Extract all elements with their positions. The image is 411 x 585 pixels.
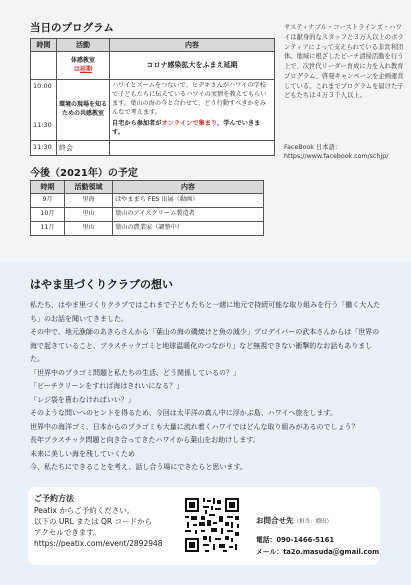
paragraph: 「レジ袋を貰わなければいい？」 bbox=[30, 395, 135, 404]
facebook-info bbox=[284, 143, 409, 162]
note-text: 自宅から参加者が bbox=[112, 119, 162, 127]
time-start: 10:00 bbox=[33, 82, 52, 90]
activity-cell: 環境の現場を知るための共感教室 bbox=[57, 80, 110, 141]
area-cell: 里山 bbox=[65, 221, 113, 235]
phone-line bbox=[256, 534, 334, 544]
header-time: 時間 bbox=[31, 39, 57, 52]
header-period: 時期 bbox=[31, 181, 65, 194]
phone-label: 電話： bbox=[256, 536, 277, 544]
reservation-title: ご予約方法 bbox=[34, 494, 74, 503]
table-row bbox=[31, 207, 264, 221]
paragraph: 「世界中のプラゴミ問題と私たちの生活、どう関係しているの？」 bbox=[30, 368, 240, 377]
facebook-label: FaceBook 日本語： bbox=[284, 144, 342, 151]
content-cell: コロナ感染拡大をふまえ延期 bbox=[110, 52, 275, 80]
contact-person: （担当：増田） bbox=[293, 519, 333, 525]
contact-title bbox=[256, 515, 332, 526]
facebook-link[interactable]: https://www.facebook.com/schjp/ bbox=[284, 153, 389, 161]
mail-label: メール： bbox=[256, 548, 284, 556]
paragraph: 世界中の海洋ゴミ、日本からのプラゴミも大量に流れ着くハワイではどんな取り組みがあるのでしょう？ bbox=[30, 422, 359, 431]
activity-cell bbox=[57, 52, 110, 80]
contact-label: お問合せ先 bbox=[256, 516, 294, 525]
schedule-header-row bbox=[31, 181, 264, 194]
content-cell bbox=[110, 80, 275, 141]
paragraph: 私たち、はやま里づくりクラブではこれまで子どもたちと一緒に地元で持続可能な取り組みを行う「働く大人たち」のお話を聞いてきました。 bbox=[30, 301, 381, 323]
program-table bbox=[30, 38, 275, 156]
online-note bbox=[112, 120, 272, 138]
area-cell: 里海 bbox=[65, 194, 113, 208]
time-cell bbox=[31, 80, 57, 141]
month-cell: 11月 bbox=[31, 221, 65, 235]
content-cell: 葉山のアイスクリーム製造者 bbox=[113, 207, 264, 221]
time-cell bbox=[31, 52, 57, 80]
header-activity: 活動 bbox=[57, 39, 110, 52]
paragraph: 未来に美しい海を残していくため bbox=[30, 449, 135, 458]
content-cell: はやままち FES 出展（動画） bbox=[113, 194, 264, 208]
activity-label: は bbox=[73, 65, 80, 73]
time-end: 11:30 bbox=[33, 121, 52, 130]
postponed-label: 延期 bbox=[80, 65, 93, 73]
note-text: 、学んでいきます。 bbox=[112, 119, 261, 136]
time-cell: 11:30 bbox=[31, 140, 57, 155]
program-header-row bbox=[31, 39, 275, 52]
reservation-text bbox=[34, 506, 174, 550]
mail-address[interactable]: ta2o.masuda＠gmail.com bbox=[283, 548, 380, 556]
month-cell: 10月 bbox=[31, 207, 65, 221]
paragraph: 「ビーチクリーンをすれば海はきれいになる？」 bbox=[30, 382, 184, 390]
schedule-table bbox=[30, 180, 264, 236]
phone-number[interactable]: 090-1466-5161 bbox=[276, 536, 335, 544]
mail-line bbox=[256, 546, 379, 556]
month-cell: 9月 bbox=[31, 194, 65, 208]
reservation-card bbox=[28, 487, 380, 565]
club-body bbox=[30, 299, 386, 475]
header-content: 内容 bbox=[110, 39, 275, 52]
paragraph: 長年プラスチック問題と向き合ってきたハワイから葉山をお助けします。 bbox=[30, 436, 260, 444]
paragraph: その中で、地元漁師のあきらさんから「葉山の海の磯焼けと魚の減少」プロデイバーの武本さんからは「世界の海で起きていること、プラスチックゴミと地球温暖化のつながり」など無視できない衝撃的なお話もありました。 bbox=[30, 328, 380, 363]
activity-label: 体感教室 bbox=[70, 56, 95, 64]
organization-description: サスティナブル・コーストラインズ・ハワイは献身的なスタッフと３万人以上のボランティアによって支えられている非営利団体。地域に根ざしたビーチ清掃活動を行う上で、次世代リーダー育成に力を入れ教育プログラム、啓発キャンペーンを企画運営している。これまでプログラムを届けた子どもたちは４万３千人以上。 bbox=[284, 24, 404, 100]
note-highlight: オンラインで集まり bbox=[161, 119, 218, 127]
program-title: 当日のプログラム bbox=[30, 22, 114, 34]
reservation-url[interactable]: https://peatix.com/event/2892948 bbox=[34, 538, 163, 548]
club-title: はやま里づくりクラブの想い bbox=[30, 278, 173, 291]
table-row bbox=[31, 52, 275, 80]
header-area: 活動領域 bbox=[65, 181, 113, 194]
content-text: ハワイとズームをつないで、ヒデキさんがハワイの学校で子どもたちに伝えているハワイの実情を教えてもらいます。葉山の海の今と合わせて、どう行動すべきかをみんなで考えます。 bbox=[112, 82, 267, 116]
table-row bbox=[31, 140, 275, 155]
reservation-line: 以下の URL または QR コードから bbox=[34, 516, 153, 526]
paragraph: 今、私たちにできることを考え、話し合う場にできたらと思います。 bbox=[30, 463, 247, 471]
reservation-line: Peatix からご予約ください。 bbox=[34, 506, 135, 515]
content-cell: 葉山の農業家（調整中） bbox=[113, 221, 264, 235]
paragraph: そのような問いへのヒントを得るため、今回は太平洋の真ん中に浮かぶ島、ハワイへ旅をします。 bbox=[30, 409, 337, 417]
header-content: 内容 bbox=[113, 181, 264, 194]
schedule-title: 今後（2021年）の予定 bbox=[30, 168, 138, 179]
reservation-line: アクセルできます。 bbox=[34, 527, 101, 537]
activity-cell: 終会 bbox=[57, 140, 110, 155]
qr-code-icon[interactable] bbox=[183, 496, 241, 554]
table-row bbox=[31, 80, 275, 141]
table-row bbox=[31, 194, 264, 208]
area-cell: 里山 bbox=[65, 207, 113, 221]
table-row bbox=[31, 221, 264, 235]
content-cell bbox=[110, 140, 275, 155]
